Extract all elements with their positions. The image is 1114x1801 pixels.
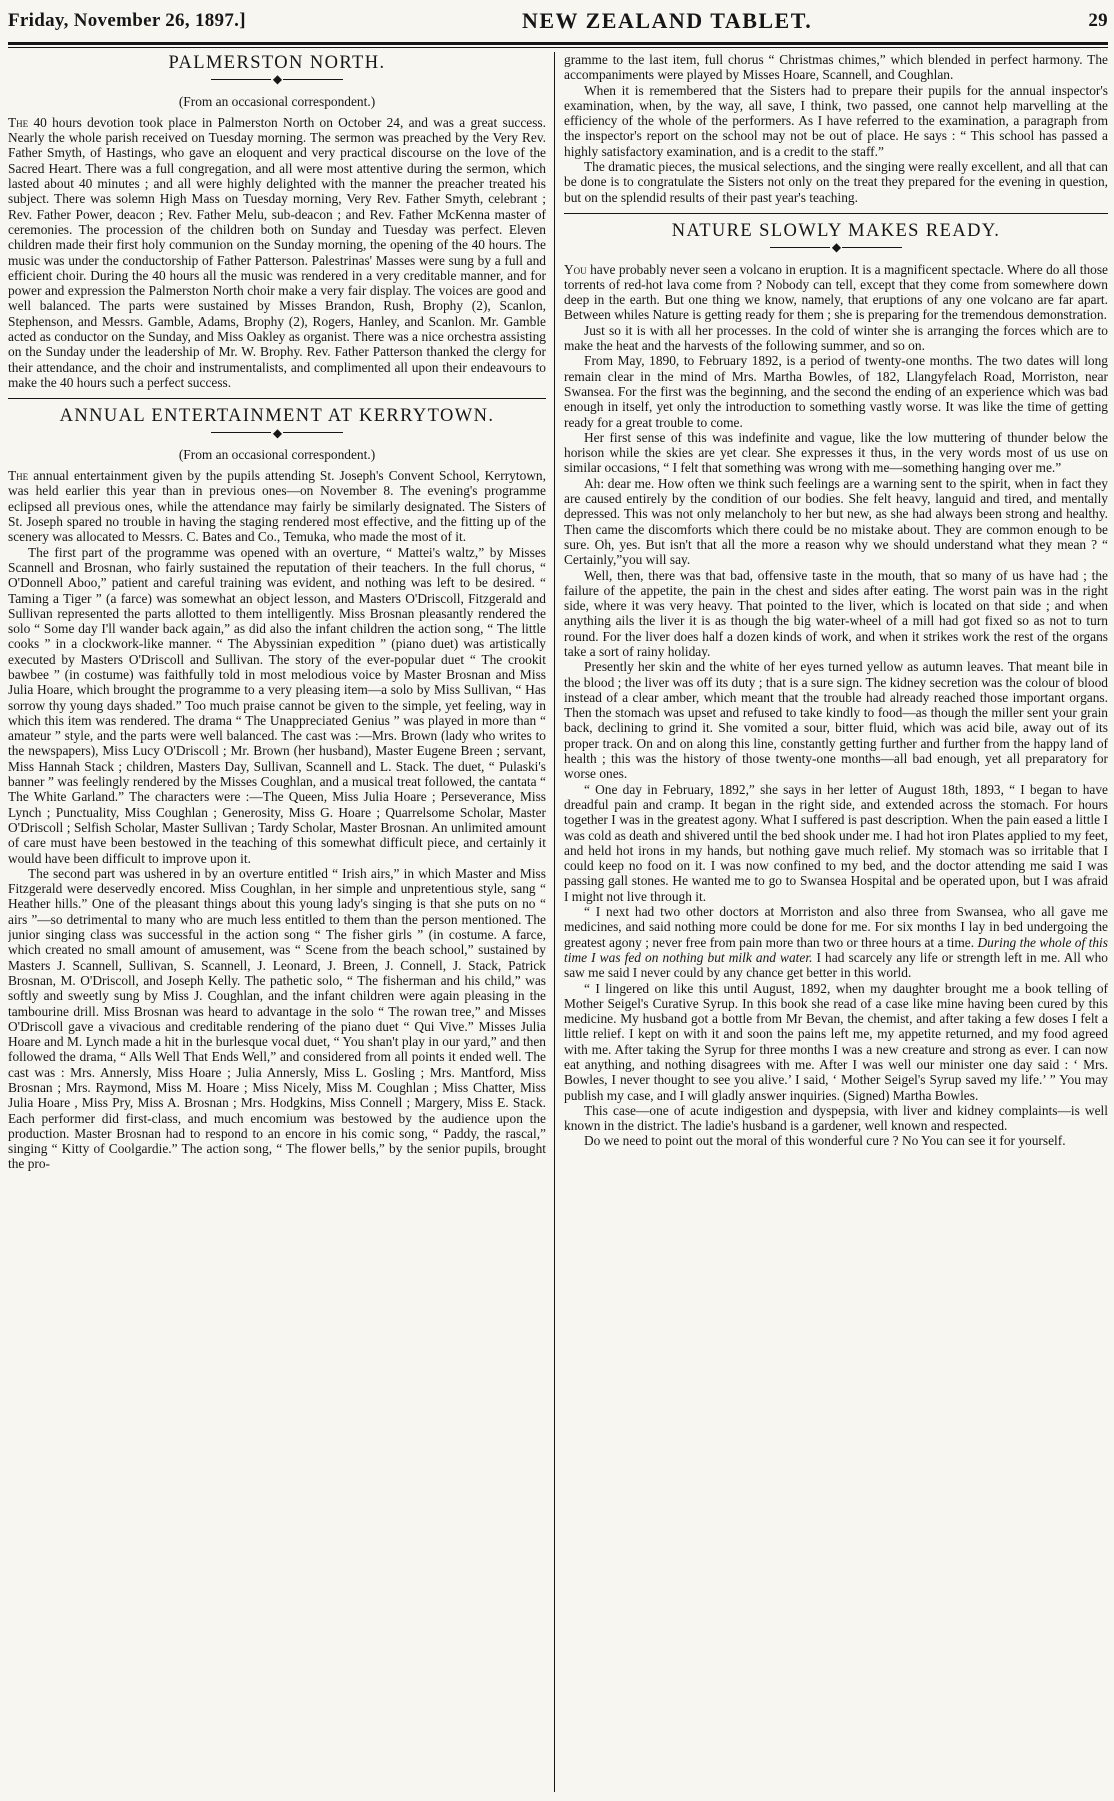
lead-word: The (8, 468, 29, 484)
newspaper-page (8, 4, 1108, 1794)
masthead-rule-thick (8, 42, 1108, 45)
paragraph: The first part of the programme was opened with an overture, “ Mattei's waltz,” by Misses Scannell and Brosnan, who fairly sustained the reputation of their teachers. In the full chorus, “ O'Donnell Aboo,” patient and careful training was evident, and nothing was left to be desired. “ Taming a Tiger ” (a farce) was somewhat an object lesson, and Masters O'Driscoll, Fitzgerald and Sullivan represented the parts allotted to them intelligently. Miss Brosnan pleasantly rendered the solo “ Some day I'll wander back again,” as did also the infant children the action song, “ The little cooks ” in a clockwork-like manner. “ The Abyssinian expedition ” (piano duet) was artistically executed by Masters O'Driscoll and Sullivan. The story of the ever-popular duet “ The crookit bawbee ” (in costume) was faithfully told in most melodious voice by Master Brosnan and Miss Julia Hoare, which brought the programme to a very pleasing item—a solo by Miss Sullivan, “ Has sorrow thy young days shaded.” Too much praise cannot be given to the simple, yet feeling, way in which this item was rendered. The drama “ The Unappreciated Genius ” was played in more than “ amateur ” style, and the parts were well balanced. The cast was :—Mrs. Brown (lady who writes to the newspapers), Miss Lucy O'Driscoll ; Mr. Brown (her husband), Master Eugene Breen ; servant, Miss Hannah Stack ; children, Masters Day, Sullivan, Scannell and L. Stack. The duet, “ Pulaski's banner ” was feelingly rendered by the Misses Coughlan, and a musical treat followed, the cantata “ The White Garland.” The characters were :—The Queen, Miss Julia Hoare ; Perseverance, Miss Lynch ; Punctuality, Miss Coughlan ; Generosity, Miss G. Hoare ; Quarrelsome Scholar, Master O'Driscoll ; Selfish Scholar, Master Sullivan ; Tardy Scholar, Master Brosnan. An unlimited amount of care must have been bestowed in the teaching of this somewhat difficult piece, and certainly it would have been difficult to improve upon it. (8, 544, 546, 866)
paragraph: Ah: dear me. How often we think such feelings are a warning sent to the spirit, when in fact they are caused entirely by the condition of our bodies. She felt heavy, languid and tired, and mentally depressed. This was not only melancholy to her but new, as she had always been strong and healthy. Then came the discomforts which there could be no mistake about. They are common enough to be sure. Oh, yes. But isn't that all the more a reason why we should understand what they mean ? “ Certainly,”you will say. (564, 475, 1108, 568)
ornament-divider (8, 73, 546, 85)
paragraph: Well, then, there was that bad, offensive taste in the mouth, that so many of us have had ; the failure of the appetite, the pain in the chest and sides after eating. The worst pain was in the right side, where it was very heavy. That pointed to the liver, which is located on that side ; and when anything ails the liver it is as though the big water-wheel of a mill had got fixed so as not to turn round. For the liver does half a dozen kinds of work, and when it strikes work the rest of the organs take a sort of rainy holiday. (564, 567, 1108, 659)
byline-palmerston: (From an occasional correspondent.) (178, 93, 376, 109)
paragraph (564, 262, 1108, 323)
paragraph: This case—one of acute indigestion and dyspepsia, with liver and kidney complaints—is well known in the district. The ladie's husband is a gardener, well known and respected. (564, 1102, 1108, 1134)
lead-word: You (564, 261, 587, 277)
masthead (8, 4, 1108, 38)
right-column (564, 52, 1108, 1792)
page-number: 29 (1088, 10, 1108, 31)
paragraph-text: annual entertainment given by the pupils attending St. Joseph's Convent School, Kerrytown, was held earlier this year than in previous ones—on November 8. The evening's programme eclipsed all previous ones, while the attendance may fairly be similarly designated. The Sisters of St. Joseph spared no trouble in having the staging rendered most effective, and the fitting up of the scenery was allocated to Messrs. C. Bates and Co., Temuka, who made the most of it. (8, 468, 546, 545)
column-divider (554, 52, 555, 1792)
paragraph-text: 40 hours devotion took place in Palmerston North on October 24, and was a great success. Nearly the whole parish received on Tuesday morning. The sermon was preached by the Very Rev. Father Smyth, of Hastings, who gave an eloquent and very practical discourse on the love of the Sacred Heart. There was a full congregation, and all were most attentive during the sermon, which lasted about 40 minutes ; and all were highly delighted with the manner the preacher treated his subject. There was solemn High Mass on Tuesday morning, Very Rev. Father Smyth, celebrant ; Rev. Father Power, deacon ; Rev. Father Melu, sub-deacon ; and Rev. Father McKenna master of ceremonies. The procession of the children both on Sunday and Tuesday was perfect. Eleven children made their first holy communion on the Sunday morning, the opening of the 40 hours. The music was under the conductorship of Father Patterson. Palestrinas' Masses were sung by a full and efficient choir. During the 40 hours all the music was rendered in a very creditable manner, and for power and expression the Palmerston North choir make a very fair display. The voices are good and well balanced. The parts were sustained by Misses Brandon, Rush, Brophy (2), Scanlon, Stephenson, and Messrs. Gamble, Adams, Brophy (2), Rogers, Hanley, and Scanlon. Mr. Gamble acted as conductor on the Sunday, and Miss Oakley as organist. There was a nice orchestra assisting on the Sunday under the leadership of Mr. W. Brophy. Rev. Father Patterson thanked the clergy for their attendance, and the choir and instrumentalists, and complimented all upon their endeavours to make the 40 hours such a perfect success. (8, 114, 546, 390)
paragraph: gramme to the last item, full chorus “ Christmas chimes,” which blended in perfect harmony. The accompaniments were played by Misses Hoare, Scannell, and Coughlan. (564, 52, 1108, 83)
paragraph-text: I had scarcely any life or strength left in me. All who saw me said I never could by any chance get better in this world. (564, 949, 1108, 981)
diamond-icon: ◆ (272, 425, 282, 440)
paragraph: Do we need to point out the moral of this wonderful cure ? No You can see it for yourself. (584, 1133, 1066, 1149)
paragraph: The dramatic pieces, the musical selections, and the singing were really excellent, and all that can be done is to congratulate the Sisters not only on the treat they prepared for the evening in question, but on the splendid results of their past year's teaching. (564, 159, 1108, 205)
byline-kerrytown: (From an occasional correspondent.) (178, 446, 376, 462)
article-heading-nature: NATURE SLOWLY MAKES READY. (671, 220, 1001, 241)
paragraph-text: “ I next had two other doctors at Morriston and also three from Swansea, who all gave me medicines, and said nothing more could be done for me. For six months I lay in bed undergoing the greatest agony ; never free from pain more than two or three hours at a time. (564, 904, 1108, 950)
paragraph: When it is remembered that the Sisters had to prepare their pupils for the annual inspector's examination, when, by the way, all save, I think, two passed, one cannot help marvelling at the efficiency of the whole of the performers. As I have referred to the examination, a paragraph from the inspector's report on the school may not be out of place. He says : “ This school has passed a highly satisfactory examination, and is a credit to the staff.” (564, 82, 1108, 159)
article-separator (8, 398, 546, 399)
issue-date: Friday, November 26, 1897.] (8, 10, 246, 31)
ornament-divider (8, 427, 546, 439)
article-heading-palmerston: PALMERSTON NORTH. (168, 53, 386, 73)
article-separator (564, 213, 1108, 214)
paragraph: “ One day in February, 1892,” she says in her letter of August 18th, 1893, “ I began to have dreadful pain and cramp. It began in the right side, and extended across the stomach. For hours together I was in the greatest agony. What I suffered is past description. When the pain eased a little I was cold as death and shivered until the bed shook under me. I had hot iron Plates applied to my feet, and held hot irons in my hands, but nothing gave much relief. My stomach was so irritable that I could keep no food on it. I was now confined to my bed, and the doctor attending me said I was passing gall stones. He wanted me to go to Swansea Hospital and be operated upon, but I was afraid I might not live through it. (564, 781, 1108, 904)
article-heading-kerrytown: ANNUAL ENTERTAINMENT AT KERRYTOWN. (59, 406, 495, 427)
publication-title: NEW ZEALAND TABLET. (521, 8, 813, 33)
paragraph (8, 115, 546, 390)
paragraph (564, 904, 1108, 980)
left-column (8, 52, 546, 1792)
italic-text: During the whole of this time I was fed on nothing but milk and water. (564, 934, 1108, 965)
diamond-icon: ◆ (831, 240, 841, 255)
paragraph-text: have probably never seen a volcano in eruption. It is a magnificent spectacle. Where do all those torrents of red-hot lava come from ? Nobody can tell, except that they come from somewhere down deep in the earth. But one thing we know, namely, that eruptions of any one volcano are far apart. Between whiles Nature is getting ready for them ; she is preparing for the tremendous demonstration. (564, 261, 1108, 323)
paragraph: Presently her skin and the white of her eyes turned yellow as autumn leaves. That meant bile in the blood ; the liver was off its duty ; that is a sure sign. The kidney secretion was the colour of blood instead of a clear amber, which meant that the trouble had already reached those important organs. Then the stomach was upset and refused to take kindly to food—as though the miller sent your grain back, declining to grind it. She vomited a sour, bitter fluid, which was acid bile, away out of its proper track. On and on along this line, constantly getting further and further from the happy land of health ; this was the history of those twenty-one months—all bad enough, yet all preparatory for worse ones. (564, 659, 1108, 782)
masthead-rule-thin (8, 47, 1108, 48)
ornament-divider (564, 241, 1108, 253)
paragraph: From May, 1890, to February 1892, is a period of twenty-one months. The two dates will long remain clear in the mind of Mrs. Martha Bowles, of 182, Llangyfelach Road, Morriston, near Swansea. For the first was the beginning, and the second the ending of an experience which was bad enough in itself, yet only the introduction to something vastly worse. It was like the time of getting ready for a great trouble to come. (564, 353, 1108, 430)
lead-word: The (8, 114, 29, 130)
paragraph: Her first sense of this was indefinite and vague, like the low muttering of thunder below the horison while the skies are yet clear. She expresses it thus, in the very words most of us use on similar occasions, “ I felt that something was wrong with me—something hanging over me.” (564, 429, 1108, 476)
paragraph: Just so it is with all her processes. In the cold of winter she is arranging the forces which are to make the heat and the harvests of the following summer, and so on. (564, 322, 1108, 354)
diamond-icon: ◆ (272, 72, 282, 87)
paragraph: The second part was ushered in by an overture entitled “ Irish airs,” in which Master and Miss Fitzgerald were deservedly encored. Miss Coughlan, in her simple and unpretentious style, sang “ Heather hills.” One of the pleasant things about this young lady's singing is that she puts on no “ airs ”—so detrimental to many who are much less entitled to them than the person mentioned. The junior singing class was successful in the action song “ The fisher girls ” (in costume. A farce, which created no small amount of amusement, was “ Scene from the beach school,” sustained by Masters J. Scannell, Sullivan, S. Scannell, J. Leonard, J. Breen, J. Connell, J. Stack, Patrick Brosnan, M. O'Driscoll, and Joseph Kelly. The pathetic solo, “ The fisherman and his child,” was softly and sweetly sung by Miss J. Coughlan, and the infant children were again pleasing in the tambourine drill. Miss Brosnan was heard to advantage in the solo “ The rowan tree,” and Misses O'Driscoll gave a vivacious and creditable rendering of the piano duet “ Qui Vive.” Misses Julia Hoare and M. Lynch made a hit in the burlesque vocal duet, “ You shan't play in our yard,” and then followed the drama, “ Alls Well That Ends Well,” and considered from all points it ended well. The cast was : Mrs. Annersly, Miss Hoare ; Julia Annersly, Miss L. Gosling ; Mrs. Mantford, Miss Brosnan ; Mrs. Raymond, Miss M. Hoare ; Miss Nicely, Miss M. Coughlan ; Miss Chatter, Miss Julia Hoare , Miss Pry, Miss A. Brosnan ; Mrs. Hodgkins, Miss Connell ; Margery, Miss E. Stack. Each performer did first-class, and much encomium was bestowed by the audience upon the production. Master Brosnan had to respond to an encore in his comic song, “ Paddy, the rascal,” singing “ Kitty of Coolgardie.” The action song, “ The flower bells,” by the senior pupils, brought the pro- (8, 865, 546, 1172)
paragraph (8, 468, 546, 544)
paragraph: “ I lingered on like this until August, 1892, when my daughter brought me a book telling of Mother Seigel's Curative Syrup. In this book she read of a case like mine having been cured by this medicine. My husband got a bottle from Mr Bevan, the chemist, and after taking a few doses I felt a little relief. I kept on with it and soon the pains left me, my appetite returned, and my food agreed with me. After taking the Syrup for three months I was a new creature and strong as ever. I can now eat anything, and nothing disagrees with me. After I was well our minister one day said : ‘ Mrs. Bowles, I never thought to see you alive.’ I said, ‘ Mother Seigel's Syrup saved my life.’ ” You may publish my case, and I will gladly answer inquiries. (Signed) Martha Bowles. (564, 980, 1108, 1103)
